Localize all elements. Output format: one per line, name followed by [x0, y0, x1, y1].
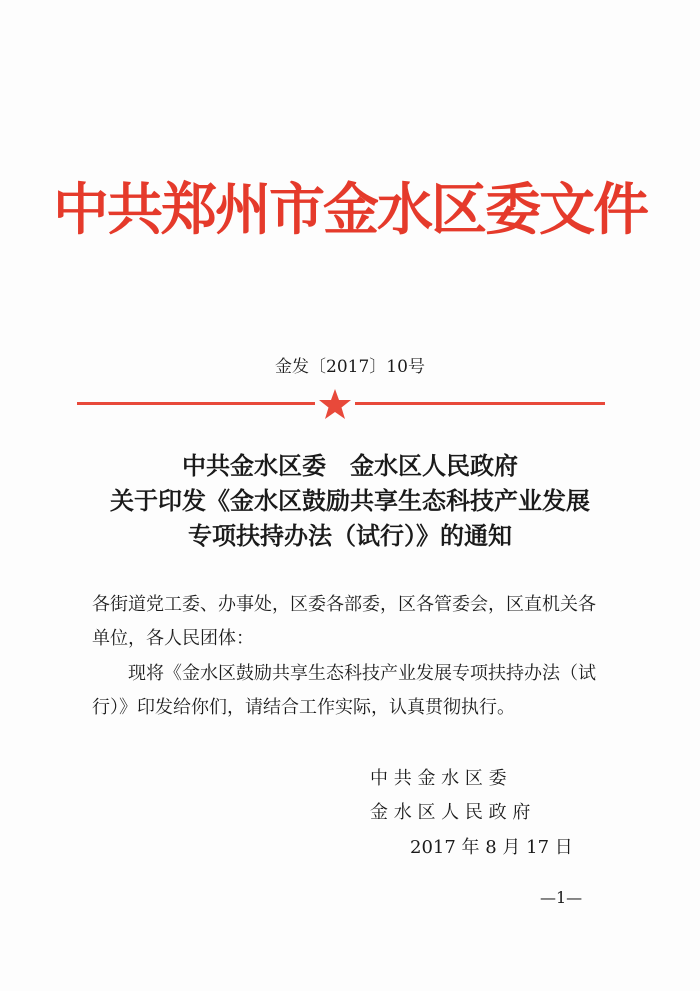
red-star-icon: [318, 387, 352, 421]
body-paragraph-line-1: 现将《金水区鼓励共享生态科技产业发展专项扶持办法（试: [128, 663, 596, 684]
page-number: —1—: [540, 888, 583, 907]
notice-title-line-2: 关于印发《金水区鼓励共享生态科技产业发展: [110, 486, 590, 515]
addressee-line-2: 单位，各人民团体：: [92, 628, 254, 649]
masthead-title: 中共郑州市金水区委文件: [53, 177, 647, 243]
notice-title-line-3: 专项扶持办法（试行）》的通知: [188, 521, 512, 550]
issue-date: 2017 年 8 月 17 日: [410, 837, 573, 858]
red-rule-left: [77, 402, 315, 405]
body-paragraph-line-2: 行）》印发给你们，请结合工作实际，认真贯彻执行。: [92, 697, 515, 718]
document-number: 金发〔2017〕10号: [275, 357, 425, 377]
red-rule-right: [355, 402, 605, 405]
addressee-line-1: 各街道党工委、办事处，区委各部委，区各管委会，区直机关各: [92, 594, 596, 615]
signature-government: 金 水 区 人 民 政 府: [370, 802, 531, 823]
notice-title-line-1: 中共金水区委 金水区人民政府: [182, 451, 518, 480]
signature-party-committee: 中 共 金 水 区 委: [370, 768, 507, 789]
